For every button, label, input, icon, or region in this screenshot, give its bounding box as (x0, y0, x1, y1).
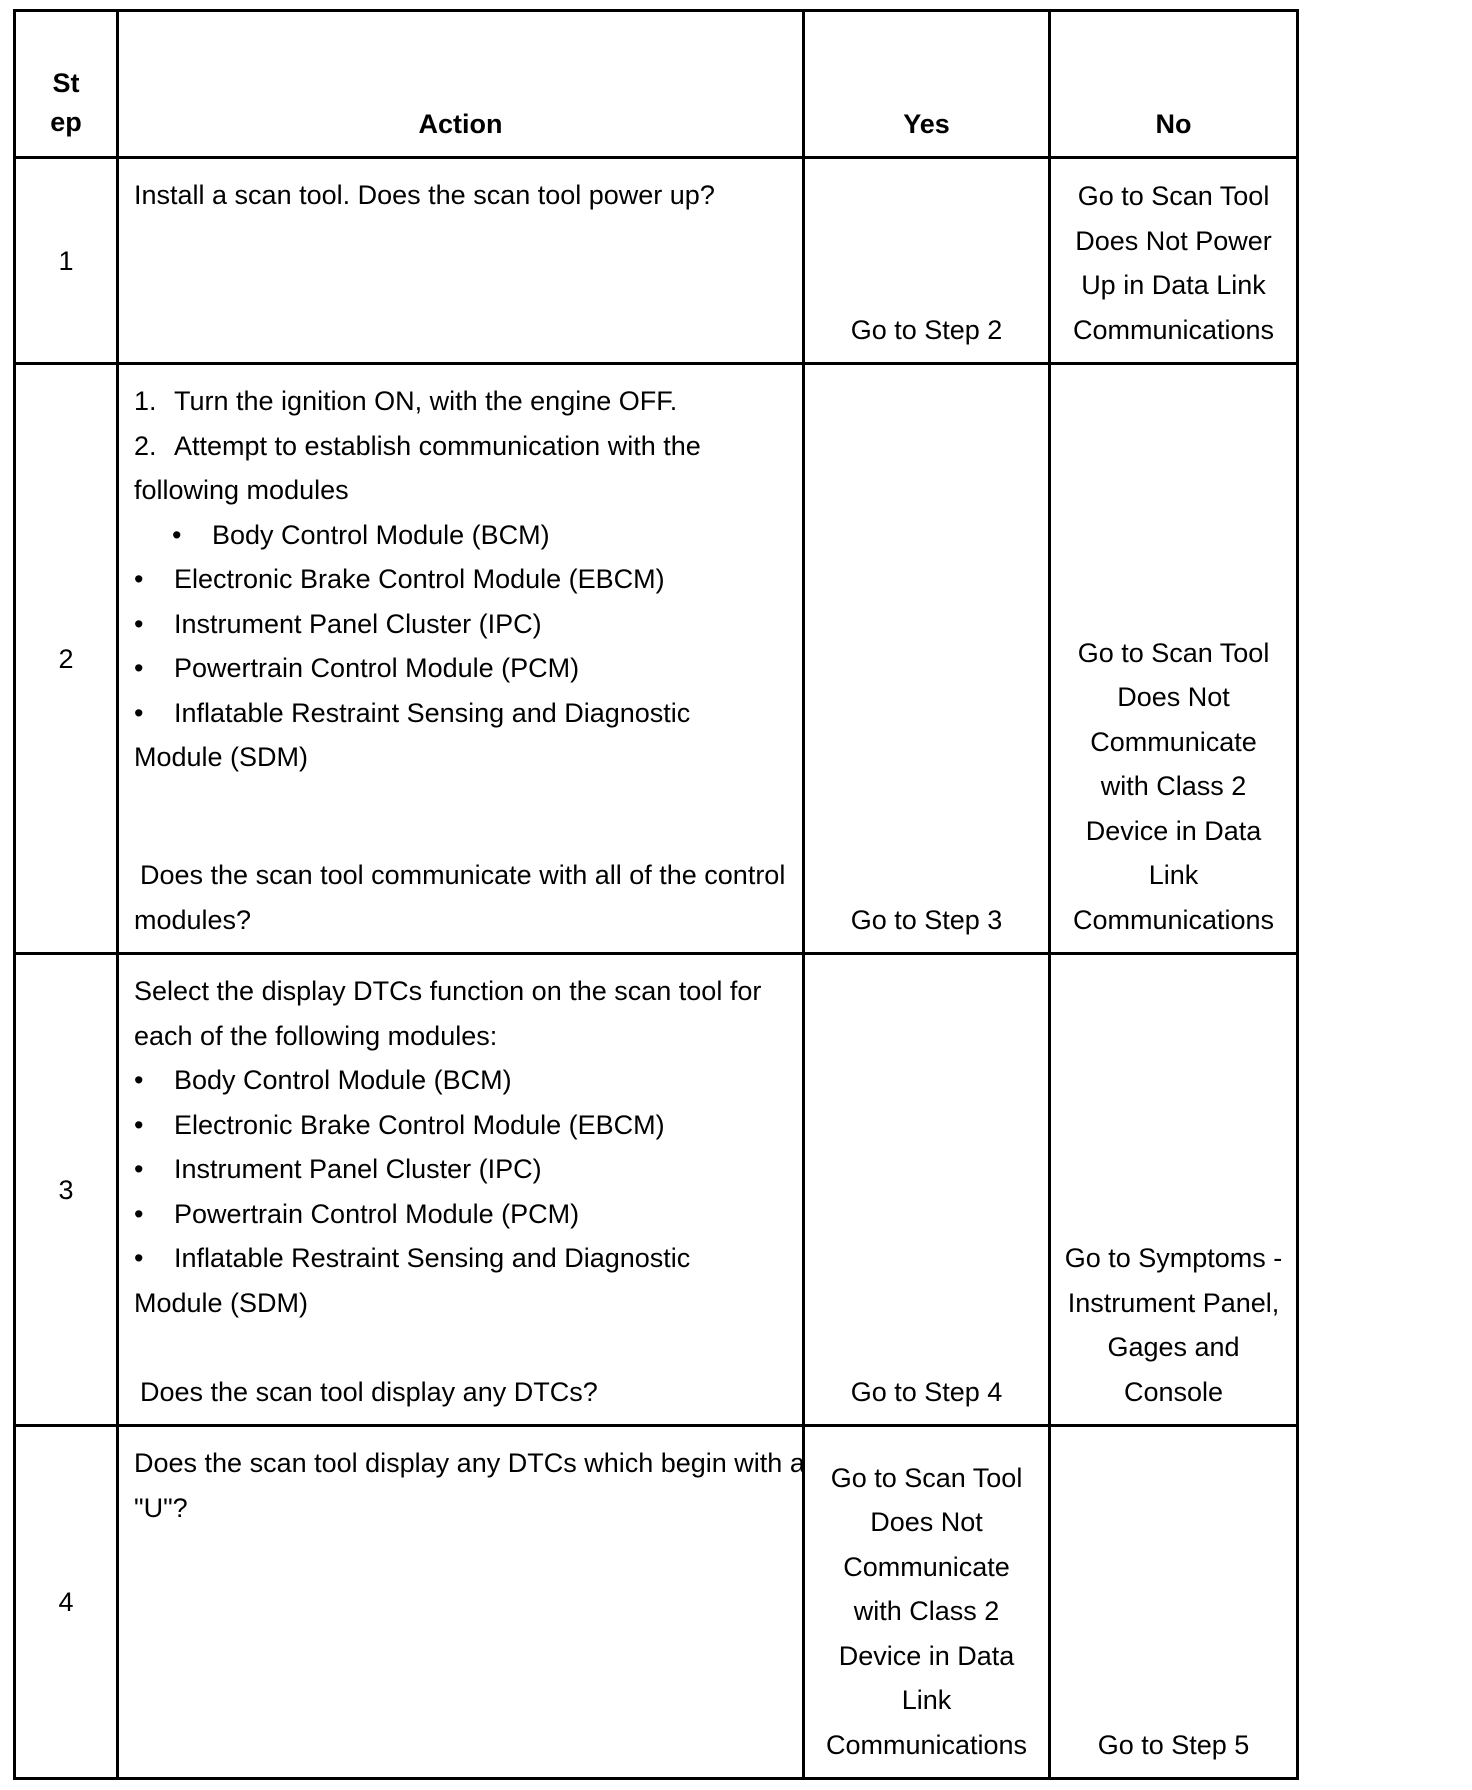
question-text: modules? (134, 904, 252, 935)
no-text: Go to Scan Tool (1077, 637, 1270, 668)
no-text: Instrument Panel, (1067, 1287, 1280, 1318)
bullet-item: • Instrument Panel Cluster (IPC) (134, 1154, 542, 1184)
no-text: Device in Data (1085, 815, 1262, 846)
header-no-label: No (1155, 109, 1192, 139)
yes-text: Device in Data (838, 1640, 1015, 1671)
bullet-item: • Powertrain Control Module (PCM) (134, 653, 580, 683)
no-text: with Class 2 (1100, 771, 1247, 801)
no-text: Console (1123, 1376, 1224, 1407)
step-cell (15, 158, 118, 364)
intro-text: each of the following modules: (134, 1020, 498, 1051)
no-text: Communications (1072, 314, 1275, 345)
no-cell (1050, 1426, 1298, 1779)
yes-cell (804, 954, 1050, 1426)
yes-text: Go to Step 4 (850, 1376, 1003, 1407)
diagnostic-table (13, 9, 1299, 1780)
step-cell (15, 364, 118, 954)
action-text: Install a scan tool. Does the scan tool power up? (134, 180, 715, 210)
step-cell (15, 1426, 118, 1779)
yes-text: Communicate (843, 1551, 1010, 1582)
no-text: Up in Data Link (1081, 270, 1266, 300)
bullet-tail: Module (SDM) (134, 742, 309, 772)
question-text: Does the scan tool communicate with all of the control (140, 860, 786, 890)
no-text: Gages and (1107, 1332, 1240, 1362)
question-text: Does the scan tool display any DTCs? (140, 1376, 598, 1407)
step-number: 3 (58, 1174, 74, 1205)
bullet-item: • Instrument Panel Cluster (IPC) (134, 608, 542, 639)
no-text: Go to Scan Tool (1077, 181, 1270, 211)
header-row (15, 11, 1298, 158)
step-number: 2 (58, 643, 74, 674)
step-number: 4 (58, 1586, 74, 1617)
no-cell (1050, 954, 1298, 1426)
bullet-tail: Module (SDM) (134, 1287, 309, 1318)
action-cell (118, 158, 804, 364)
yes-text: Does Not (870, 1507, 983, 1537)
bullet-item: • Electronic Brake Control Module (EBCM) (134, 564, 665, 594)
bullet-item: • Powertrain Control Module (PCM) (134, 1198, 580, 1229)
action-text: Does the scan tool display any DTCs which begin with a (134, 1448, 805, 1478)
no-text: Does Not (1117, 682, 1230, 712)
header-action (118, 11, 804, 158)
header-step-line: St (52, 68, 80, 98)
table-row (15, 364, 1298, 954)
no-cell (1050, 364, 1298, 954)
table-row (15, 158, 1298, 364)
yes-text: Go to Step 2 (850, 314, 1003, 345)
action-cell (118, 364, 804, 954)
numbered-item: 2. Attempt to establish communication with the (134, 430, 701, 461)
header-step (15, 11, 118, 158)
yes-text: Communications (825, 1729, 1028, 1760)
header-yes-label: Yes (903, 109, 950, 139)
action-cell (118, 954, 804, 1426)
no-text: Link (1148, 860, 1199, 890)
action-text: "U"? (134, 1492, 188, 1523)
header-yes (804, 11, 1050, 158)
header-step-line: ep (50, 107, 82, 137)
no-text: Does Not Power (1075, 225, 1272, 256)
continuation-text: following modules (134, 475, 349, 505)
yes-text: Link (901, 1685, 952, 1715)
yes-text: Go to Scan Tool (830, 1462, 1023, 1493)
yes-cell (804, 1426, 1050, 1779)
bullet-item: • Inflatable Restraint Sensing and Diagnostic (134, 697, 691, 728)
header-action-label: Action (418, 109, 503, 139)
yes-text: with Class 2 (853, 1596, 1000, 1626)
no-text: Go to Symptoms - (1064, 1243, 1283, 1273)
no-text: Communications (1072, 904, 1275, 935)
yes-cell (804, 364, 1050, 954)
table-row (15, 1426, 1298, 1779)
no-cell (1050, 158, 1298, 364)
step-cell (15, 954, 118, 1426)
yes-cell (804, 158, 1050, 364)
bullet-item: • Body Control Module (BCM) (134, 1065, 512, 1095)
numbered-item: 1. Turn the ignition ON, with the engine OFF. (134, 386, 678, 416)
no-text: Go to Step 5 (1097, 1729, 1250, 1760)
action-cell (118, 1426, 804, 1779)
bullet-item: • Inflatable Restraint Sensing and Diagnostic (134, 1243, 691, 1273)
no-text: Communicate (1090, 726, 1257, 757)
bullet-item: • Electronic Brake Control Module (EBCM) (134, 1109, 665, 1140)
step-number: 1 (58, 245, 74, 276)
bullet-item: • Body Control Module (BCM) (172, 519, 550, 550)
header-no (1050, 11, 1298, 158)
yes-text: Go to Step 3 (850, 904, 1003, 935)
intro-text: Select the display DTCs function on the scan tool for (134, 976, 762, 1006)
table-row (15, 954, 1298, 1426)
